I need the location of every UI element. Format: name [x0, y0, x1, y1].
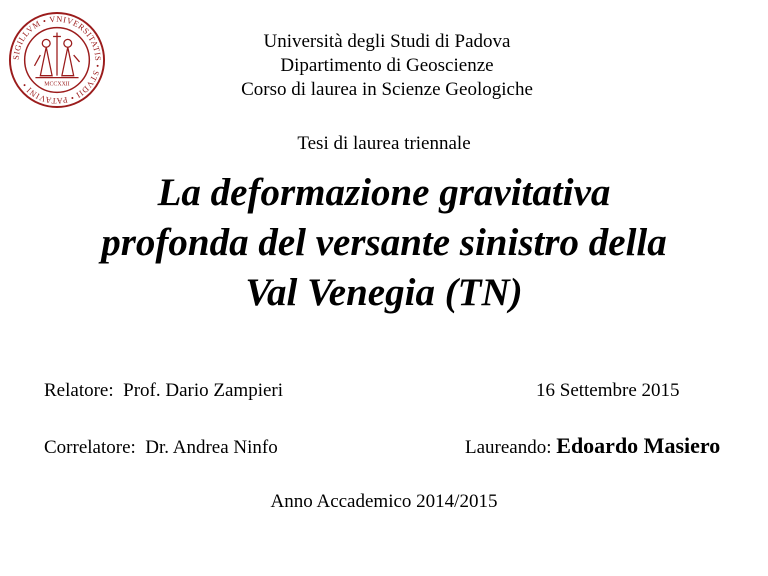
supervisor	[44, 380, 283, 402]
university-name: Università degli Studi di Padova	[263, 31, 511, 52]
thesis-title	[20, 168, 748, 318]
co-supervisor-name: Dr. Andrea Ninfo	[145, 437, 278, 458]
candidate-name: Edoardo Masiero	[556, 433, 721, 458]
university-seal-logo	[8, 11, 106, 109]
supervisor-label: Relatore:	[44, 380, 114, 401]
candidate-label: Laureando:	[465, 437, 552, 458]
co-supervisor-label: Correlatore:	[44, 437, 136, 458]
thesis-type: Tesi di laurea triennale	[297, 133, 471, 154]
co-supervisor	[44, 437, 278, 459]
department-name: Dipartimento di Geoscienze	[280, 55, 494, 76]
candidate	[465, 433, 720, 459]
course-name: Corso di laurea in Scienze Geologiche	[241, 79, 533, 100]
presentation-date: 16 Settembre 2015	[536, 380, 680, 401]
academic-year: Anno Accademico 2014/2015	[270, 491, 498, 512]
supervisor-name: Prof. Dario Zampieri	[123, 380, 284, 401]
svg-text:SIGILLVM • VNIVERSITATIS • STV: SIGILLVM • VNIVERSITATIS • STVDII • PATAVINI •	[11, 14, 103, 106]
svg-text:MCCXXII: MCCXXII	[44, 81, 70, 88]
title-line: profonda del versante sinistro della	[101, 221, 667, 264]
title-line: Val Venegia (TN)	[245, 271, 523, 314]
title-line: La deformazione gravitativa	[157, 171, 611, 214]
institution-header	[182, 30, 592, 102]
